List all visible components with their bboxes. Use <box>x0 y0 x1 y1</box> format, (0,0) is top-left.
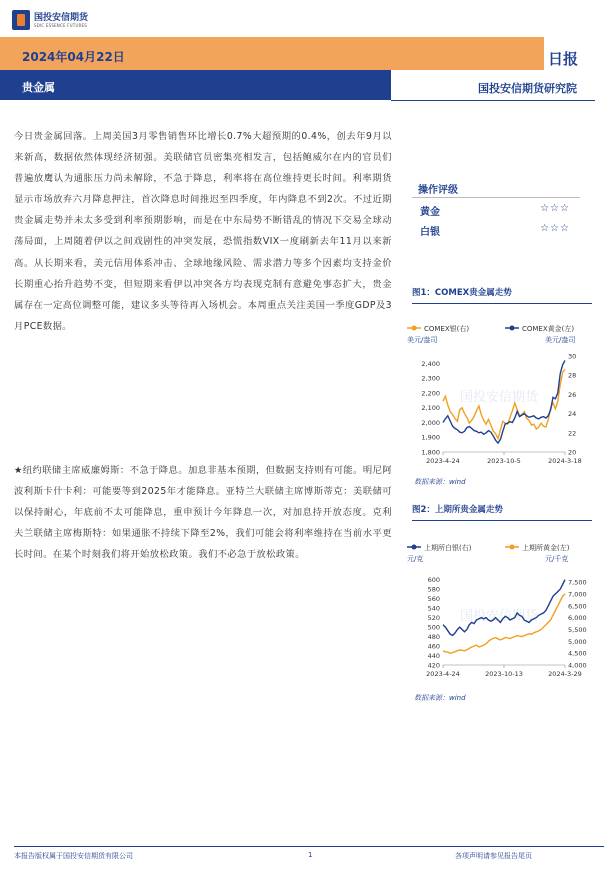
logo-icon <box>12 10 30 30</box>
page-number: 1 <box>308 851 313 859</box>
left-tick-label: 580 <box>427 585 440 594</box>
x-tick-label: 2023-10-5 <box>487 457 521 465</box>
company-logo <box>12 10 88 30</box>
left-tick-label: 2,000 <box>421 418 440 427</box>
right-tick-label: 24 <box>568 410 577 419</box>
shfe-chart <box>405 537 600 683</box>
left-tick-label: 500 <box>427 623 440 632</box>
left-tick-label: 560 <box>427 595 440 604</box>
x-tick-label: 2024-3-29 <box>548 670 582 678</box>
right-tick-label: 26 <box>568 390 577 399</box>
x-tick-label: 2023-4-24 <box>426 670 460 678</box>
figure2-source: 数据来源：wind <box>414 694 466 702</box>
report-type: 日报 <box>548 50 579 68</box>
left-tick-label: 420 <box>427 661 440 670</box>
x-tick-label: 2024-3-18 <box>548 457 582 465</box>
legend-marker <box>510 545 515 550</box>
footer-divider <box>14 846 604 847</box>
left-tick-label: 480 <box>427 633 440 642</box>
left-tick-label: 520 <box>427 614 440 623</box>
legend-label: 上期所白银(右) <box>424 544 472 552</box>
legend-marker <box>510 326 515 331</box>
right-tick-label: 4,500 <box>568 649 587 658</box>
rating-name: 白银 <box>420 227 440 238</box>
main-paragraph: 今日贵金属回落。上周美国3月零售销售环比增长0.7%大超预期的0.4%，创去年9月以来新高，数据依然体现经济韧强。美联储官员密集亮相发言，包括鲍威尔在内的官员们普遍放鹰认为通胀压力尚未解除，不急于降息，利率将在高位维持更长时间。利率期货显示市场放弃六月降息押注，首次降息时间推迟至四季度，年内降息不到2次。不过近期贵金属走势并未太多受到利率预期影响，而是在中东局势不断错乱的情况下交易全球动荡局面，上周随着伊以之间戏剧性的冲突发展，恐慌指数VIX一度刷新去年11月以来新高。从长期来看，美元信用体系冲击、全球地缘风险、需求潜力等多个因素均支持金价长期重心抬升趋势不变，但短期来看伊以冲突各方均表现克制有意避免事态扩大，贵金属存在一定高位调整可能，建议多头等待再入场机会。本周重点关注美国一季度GDP及3月PCE数据。 <box>14 131 392 332</box>
header-sector-band <box>0 70 391 100</box>
header-divider <box>391 100 595 101</box>
rating-row-silver <box>420 223 570 238</box>
left-tick-label: 2,200 <box>421 389 440 398</box>
right-axis-unit: 元/千克 <box>545 555 569 563</box>
left-tick-label: 440 <box>427 652 440 661</box>
right-tick-label: 6,000 <box>568 614 587 623</box>
left-tick-label: 2,300 <box>421 374 440 383</box>
chart-watermark: 国投安信期货 <box>460 608 539 623</box>
right-tick-label: 7,500 <box>568 578 587 587</box>
left-tick-label: 2,400 <box>421 359 440 368</box>
x-tick-label: 2023-4-24 <box>426 457 460 465</box>
left-axis-unit: 美元/盎司 <box>407 336 438 344</box>
chart-watermark: 国投安信期货 <box>460 389 539 404</box>
figure1-source: 数据来源：wind <box>414 478 466 486</box>
rating-stars: ☆☆☆ <box>540 223 570 234</box>
series-line <box>443 594 565 653</box>
legend-label: COMEX银(右) <box>424 325 470 333</box>
rating-row-gold <box>420 203 570 218</box>
footer-disclaimer: 各项声明请参见报告尾页 <box>455 852 532 860</box>
right-tick-label: 28 <box>568 371 577 380</box>
right-tick-label: 7,000 <box>568 590 587 599</box>
rating-title: 操作评级 <box>418 185 458 196</box>
left-tick-label: 460 <box>427 642 440 651</box>
right-tick-label: 6,500 <box>568 602 587 611</box>
institute-name: 国投安信期货研究院 <box>478 82 577 95</box>
left-axis-unit: 元/克 <box>407 555 424 563</box>
right-tick-label: 20 <box>568 448 577 457</box>
legend-marker <box>412 326 417 331</box>
figure1-title: 图1：COMEX贵金属走势 <box>412 286 592 304</box>
legend-marker <box>412 545 417 550</box>
x-tick-label: 2023-10-13 <box>485 670 523 678</box>
footer-copyright: 本报告版权属于国投安信期货有限公司 <box>14 852 133 860</box>
sector-label: 贵金属 <box>22 81 55 94</box>
rating-stars: ☆☆☆ <box>540 203 570 214</box>
left-tick-label: 2,100 <box>421 404 440 413</box>
right-tick-label: 30 <box>568 352 577 361</box>
logo-text: 国投安信期货 <box>34 12 89 23</box>
left-tick-label: 540 <box>427 604 440 613</box>
legend-label: COMEX黄金(左) <box>522 325 575 333</box>
logo-subtitle: SDIC ESSENCE FUTURES <box>34 22 88 28</box>
rating-name: 黄金 <box>420 207 440 218</box>
left-tick-label: 600 <box>427 576 440 585</box>
left-tick-label: 1,900 <box>421 433 440 442</box>
right-axis-unit: 美元/盎司 <box>545 336 576 344</box>
rating-divider <box>412 197 580 198</box>
right-tick-label: 5,500 <box>568 625 587 634</box>
comex-chart <box>405 318 600 470</box>
fed-comments-paragraph: ★纽约联储主席威廉姆斯：不急于降息。加息非基本预期，但数据支持则有可能。明尼阿波利斯卡什卡利：可能要等到2025年才能降息。亚特兰大联储主席博斯蒂克：美联储可以保持耐心，年底前不太可能降息，重申预计今年降息一次，对加息持开放态度。克利夫兰联储主席梅斯特：如果通胀不持续下降至2%，我们可能会将利率维持在当前水平更长时间。在某个时刻我们将开始放松政策。我们不必急于放松政策。 <box>14 465 392 561</box>
right-tick-label: 22 <box>568 429 577 438</box>
figure2-title: 图2：上期所贵金属走势 <box>412 503 592 521</box>
right-tick-label: 4,000 <box>568 661 587 670</box>
legend-label: 上期所黄金(左) <box>522 544 570 552</box>
report-date: 2024年04月22日 <box>22 50 125 64</box>
right-tick-label: 5,000 <box>568 637 587 646</box>
left-tick-label: 1,800 <box>421 448 440 457</box>
